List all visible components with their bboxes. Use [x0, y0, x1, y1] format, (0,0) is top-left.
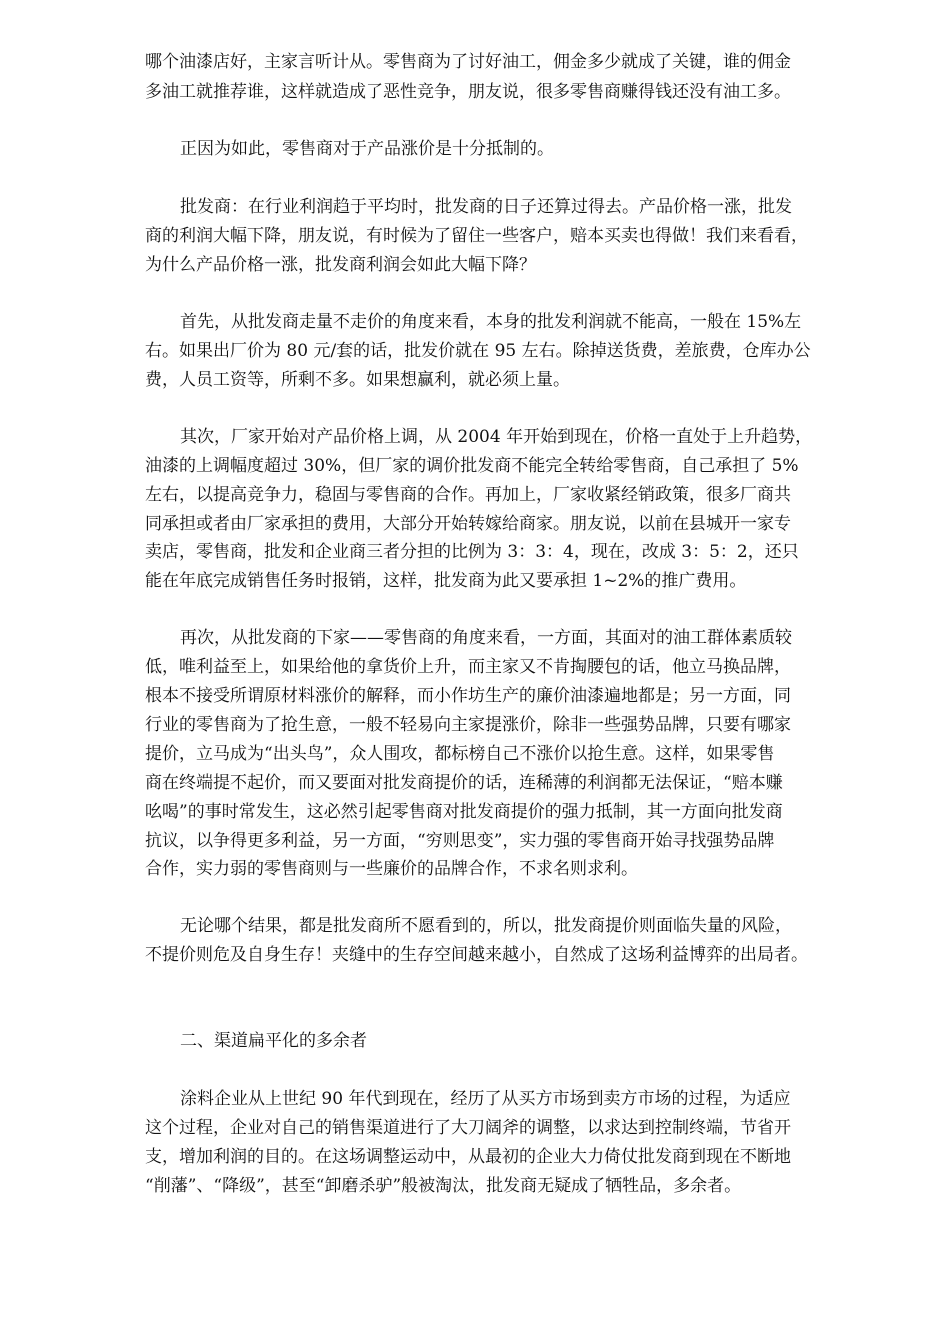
section-heading: 二、渠道扁平化的多余者: [180, 1031, 367, 1051]
text-line: 卖店，零售商，批发和企业商三者分担的比例为 3：3：4，现在，改成 3：5：2，还只: [145, 542, 799, 562]
text-line: 左右，以提高竞争力，稳固与零售商的合作。再加上，厂家收紧经销政策，很多厂商共: [145, 485, 791, 505]
text-line: 为什么产品价格一涨，批发商利润会如此大幅下降？: [145, 255, 536, 275]
text-line: 油漆的上调幅度超过 30%，但厂家的调价批发商不能完全转给零售商，自己承担了 5%: [145, 456, 799, 476]
text-line: 根本不接受所谓原材料涨价的解释，而小作坊生产的廉价油漆遍地都是；另一方面，同: [145, 686, 791, 706]
text-line: 再次，从批发商的下家——零售商的角度来看，一方面，其面对的油工群体素质较: [180, 628, 792, 648]
text-line: 正因为如此，零售商对于产品涨价是十分抵制的。: [180, 139, 554, 159]
text-line: 抗议，以争得更多利益，另一方面，“穷则思变”，实力强的零售商开始寻找强势品牌: [145, 831, 775, 851]
text-line: 费，人员工资等，所剩不多。如果想赢利，就必须上量。: [145, 370, 570, 390]
text-line: 涂料企业从上世纪 90 年代到现在，经历了从买方市场到卖方市场的过程，为适应: [180, 1089, 791, 1109]
text-line: 提价，立马成为“出头鸟”，众人围攻，都标榜自己不涨价以抢生意。这样，如果零售: [145, 744, 775, 764]
text-line: 合作，实力弱的零售商则与一些廉价的品牌合作，不求名则求利。: [145, 859, 638, 879]
text-line: 支，增加利润的目的。在这场调整运动中，从最初的企业大力倚仗批发商到现在不断地: [145, 1147, 791, 1167]
text-line: 其次，厂家开始对产品价格上调，从 2004 年开始到现在，价格一直处于上升趋势，: [180, 427, 813, 447]
text-line: 能在年底完成销售任务时报销，这样，批发商为此又要承担 1~2%的推广费用。: [145, 571, 747, 591]
text-line: 商的利润大幅下降，朋友说，有时候为了留住一些客户，赔本买卖也得做！我们来看看，: [145, 226, 808, 246]
text-line: “削藩”、“降级”，甚至“卸磨杀驴”般被淘汰，批发商无疑成了牺牲品，多余者。: [145, 1176, 742, 1196]
text-line: 多油工就推荐谁，这样就造成了恶性竞争，朋友说，很多零售商赚得钱还没有油工多。: [145, 82, 791, 102]
text-line: 右。如果出厂价为 80 元/套的话，批发价就在 95 左右。除掉送货费，差旅费，仓库办公: [145, 341, 811, 361]
text-line: 吆喝”的事时常发生，这必然引起零售商对批发商提价的强力抵制，其一方面向批发商: [145, 802, 783, 822]
text-line: 低，唯利益至上，如果给他的拿货价上升，而主家又不肯掏腰包的话，他立马换品牌，: [145, 657, 791, 677]
text-line: 哪个油漆店好，主家言听计从。零售商为了讨好油工，佣金多少就成了关键，谁的佣金: [145, 52, 791, 72]
text-line: 同承担或者由厂家承担的费用，大部分开始转嫁给商家。朋友说，以前在县城开一家专: [145, 514, 791, 534]
text-line: 不提价则危及自身生存！夹缝中的生存空间越来越小，自然成了这场利益博弈的出局者。: [145, 945, 808, 965]
text-line: 批发商：在行业利润趋于平均时，批发商的日子还算过得去。产品价格一涨，批发: [180, 197, 792, 217]
text-line: 这个过程，企业对自己的销售渠道进行了大刀阔斧的调整，以求达到控制终端，节省开: [145, 1118, 791, 1138]
text-line: 行业的零售商为了抢生意，一般不轻易向主家提涨价，除非一些强势品牌，只要有哪家: [145, 715, 791, 735]
text-line: 无论哪个结果，都是批发商所不愿看到的，所以，批发商提价则面临失量的风险，: [180, 916, 792, 936]
text-line: 商在终端提不起价，而又要面对批发商提价的话，连稀薄的利润都无法保证，“赔本赚: [145, 773, 783, 793]
text-line: 首先，从批发商走量不走价的角度来看，本身的批发利润就不能高，一般在 15%左: [180, 312, 802, 332]
